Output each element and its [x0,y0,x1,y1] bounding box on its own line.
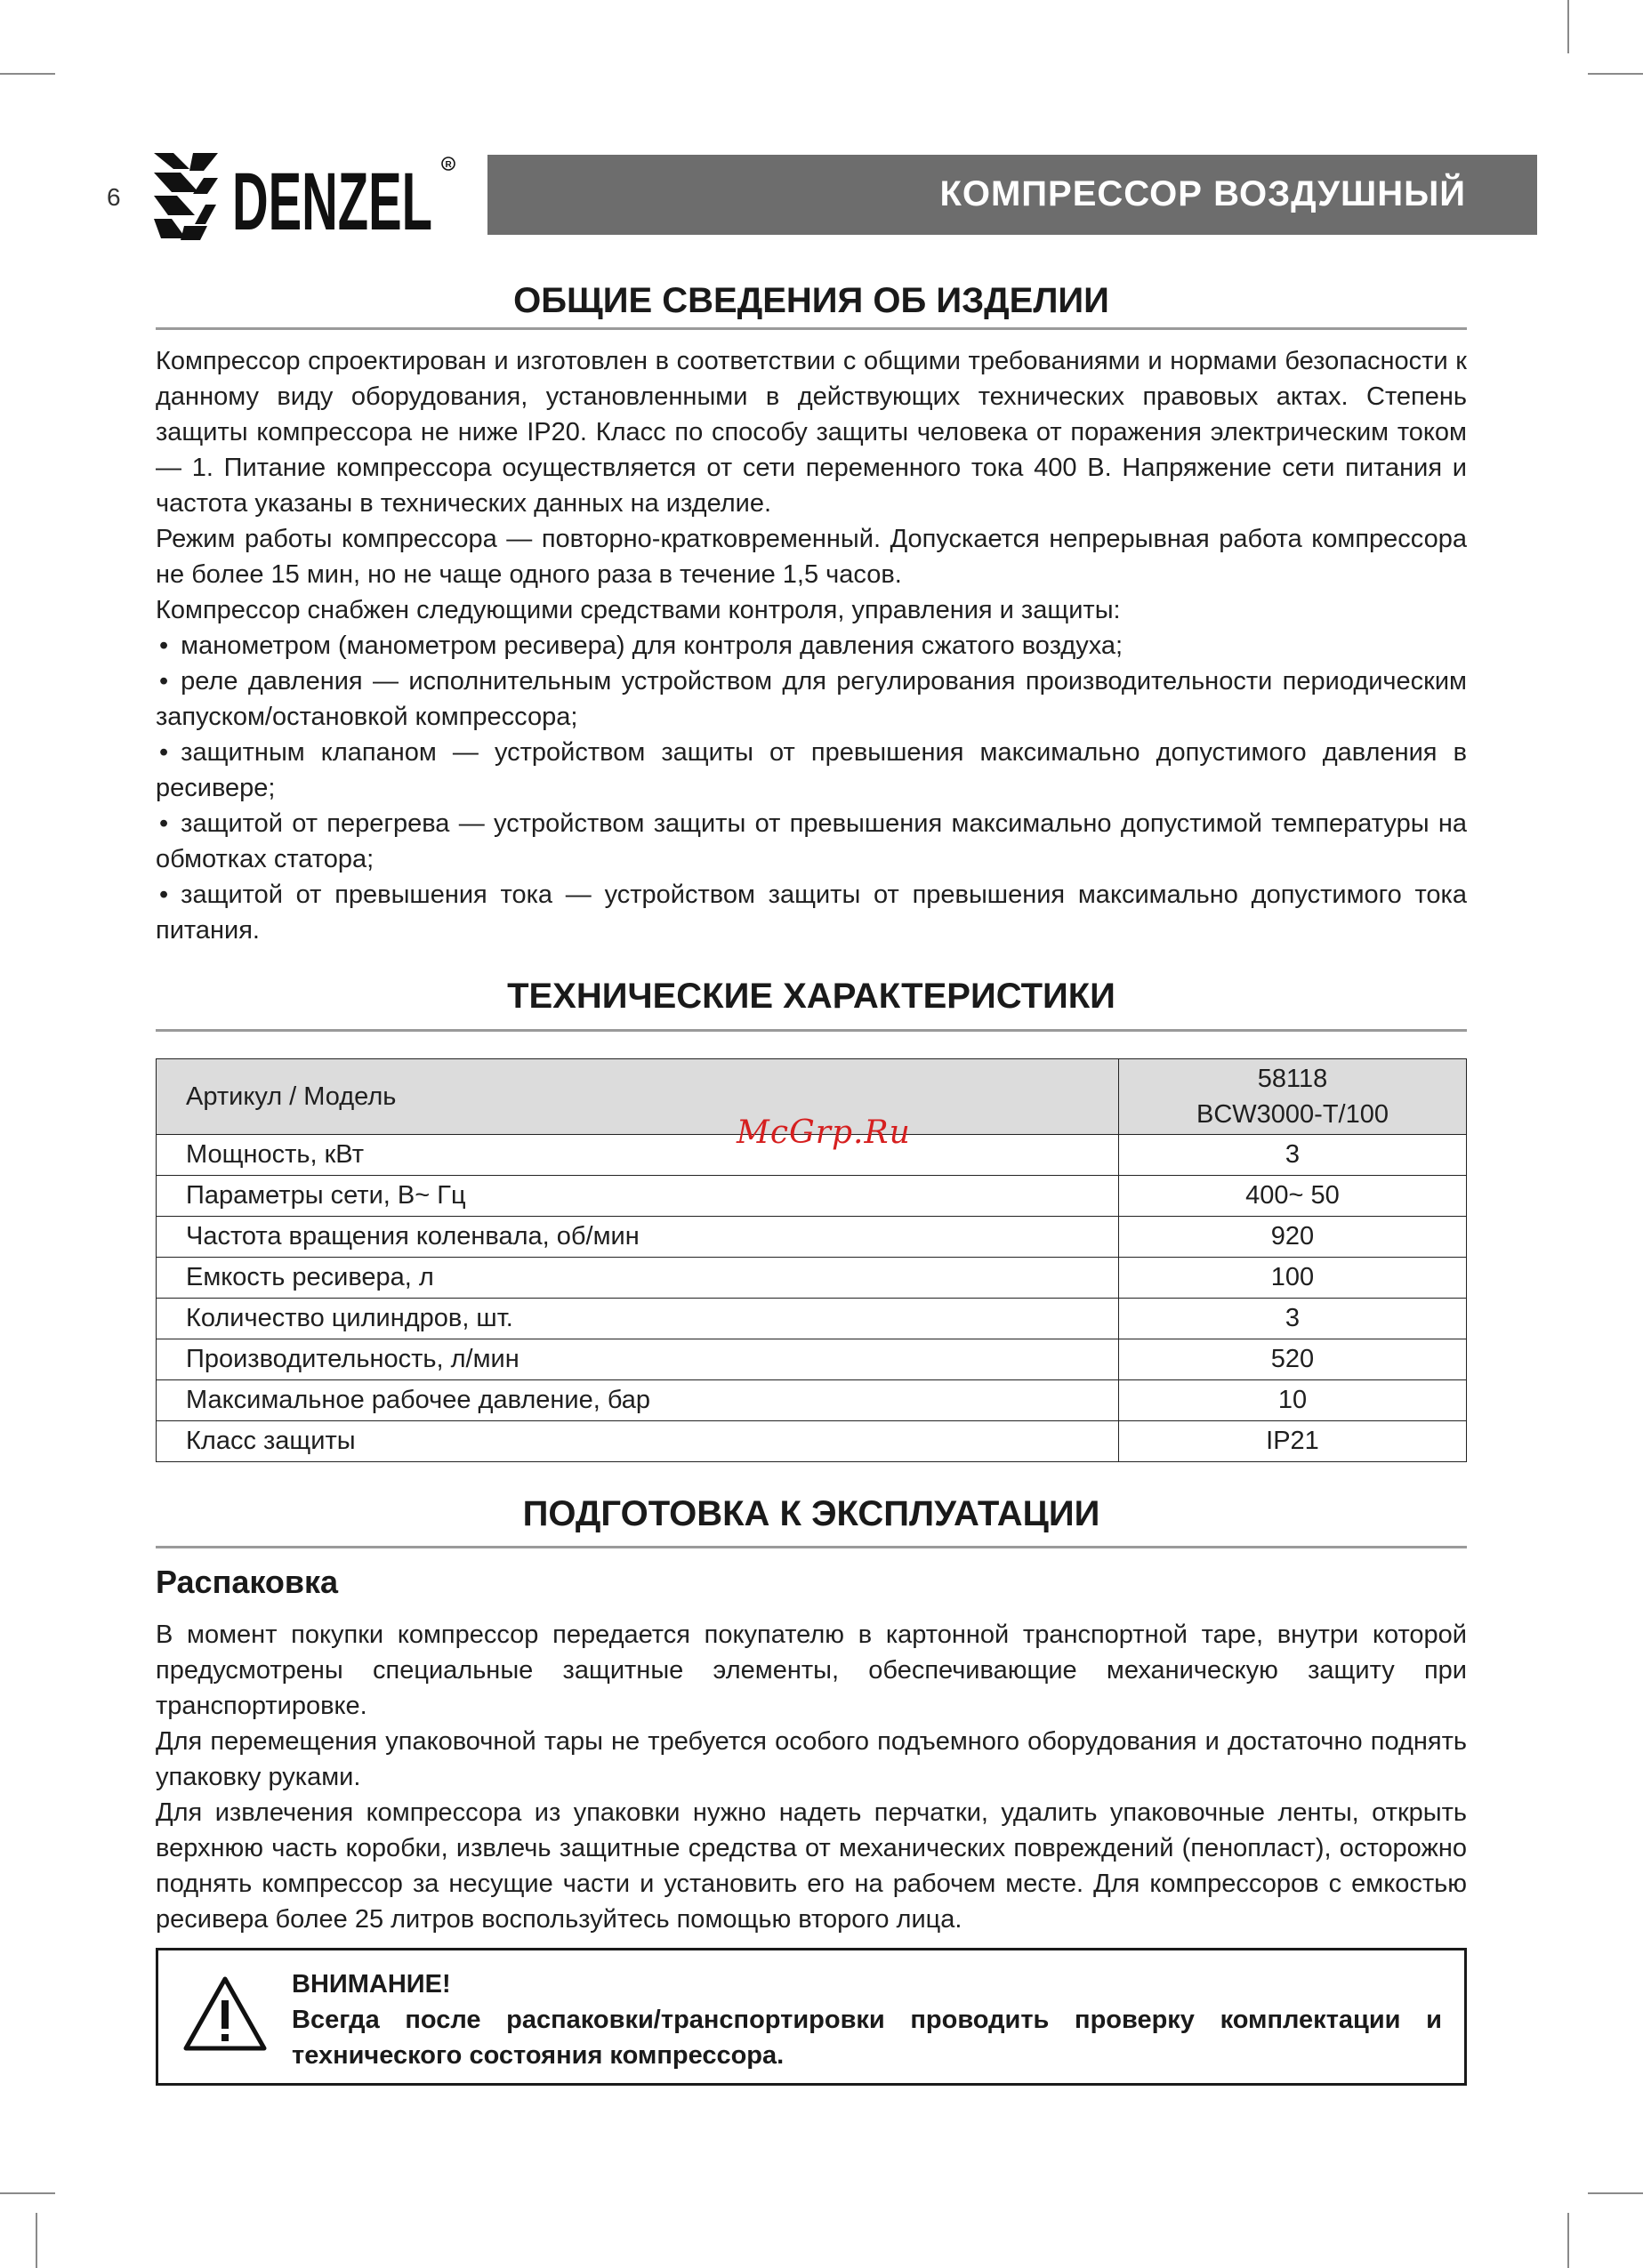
table-row [157,1421,1467,1462]
list-item-text: реле давления — исполнительным устройством для регулирования производительности периодическим запуском/остановкой компрессора; [156,667,1467,731]
crop-mark [1567,0,1569,53]
list-item-text: защитным клапаном — устройством защиты от превышения максимально допустимого давления в ресивере; [156,738,1467,802]
table-row [157,1217,1467,1258]
control-list [156,628,1467,948]
section-title-specs: ТЕХНИЧЕСКИЕ ХАРАКТЕРИСТИКИ [507,977,1115,1016]
table-row [157,1339,1467,1380]
section-title-general: ОБЩИЕ СВЕДЕНИЯ ОБ ИЗДЕЛИИ [513,281,1109,320]
bullet: • [159,667,169,696]
warning-body: Всегда после распаковки/транспортировки проводить проверку комплектации и технического состояния компрессора. [292,2006,1442,2070]
table-row [157,1258,1467,1299]
row-value: 520 [1119,1339,1467,1380]
list-item [156,628,1467,664]
svg-text:R: R [445,160,452,170]
header-title: КОМПРЕССОР ВОЗДУШНЫЙ [939,174,1466,213]
row-label: Количество цилиндров, шт. [157,1299,1119,1339]
row-value: 920 [1119,1217,1467,1258]
warning-title: ВНИМАНИЕ! [292,1970,451,1999]
bullet: • [159,631,169,660]
section-title-prep: ПОДГОТОВКА К ЭКСПЛУАТАЦИИ [522,1494,1100,1533]
article-number: 58118 [1257,1065,1328,1093]
row-label: Параметры сети, В~ Гц [157,1176,1119,1217]
row-value: 10 [1119,1380,1467,1421]
table-row [157,1299,1467,1339]
row-value: 3 [1119,1135,1467,1176]
list-item-text: защитой от превышения тока — устройством защиты от превышения максимально допустимого тока питания. [156,881,1467,945]
list-item [156,806,1467,877]
model-name: BCW3000-T/100 [1196,1100,1389,1129]
general-text [156,343,1467,948]
list-item [156,735,1467,806]
paragraph: Компрессор снабжен следующими средствами контроля, управления и защиты: [156,596,1121,624]
list-item-text: манометром (манометром ресивера) для контроля давления сжатого воздуха; [181,631,1124,660]
subsection-title-unpacking: Распаковка [156,1564,339,1600]
warning-text [292,1966,1442,2073]
header-label-cell: Артикул / Модель [157,1059,1119,1135]
row-label: Производительность, л/мин [157,1339,1119,1380]
crop-mark [1567,2213,1569,2268]
row-value: 400~ 50 [1119,1176,1467,1217]
section-rule [156,327,1467,330]
crop-mark [1588,73,1643,75]
list-item [156,877,1467,948]
table-row [157,1176,1467,1217]
row-value: 3 [1119,1299,1467,1339]
denzel-logo [154,153,461,242]
bullet: • [159,881,169,909]
section-rule [156,1546,1467,1548]
row-label: Частота вращения коленвала, об/мин [157,1217,1119,1258]
paragraph: Для перемещения упаковочной тары не требуется особого подъемного оборудования и достаточно поднять упаковку руками. [156,1727,1467,1791]
table-row [157,1380,1467,1421]
crop-mark [1588,2192,1643,2194]
row-label: Мощность, кВт [157,1135,1119,1176]
row-label: Класс защиты [157,1421,1119,1462]
row-label: Емкость ресивера, л [157,1258,1119,1299]
crop-mark [0,2192,55,2194]
header-model-cell [1119,1059,1467,1135]
row-value: IP21 [1119,1421,1467,1462]
row-label: Максимальное рабочее давление, бар [157,1380,1119,1421]
header-bar [487,155,1537,235]
row-value: 100 [1119,1258,1467,1299]
bullet: • [159,738,169,767]
paragraph: В момент покупки компрессор передается покупателю в картонной транспортной таре, внутри которой предусмотрены специальные защитные элементы, обеспечивающие механическую защиту при транспортировке. [156,1621,1467,1720]
crop-mark [0,73,55,75]
list-item [156,664,1467,735]
list-item-text: защитой от перегрева — устройством защиты от превышения максимально допустимой температуры на обмотках статора; [156,809,1467,873]
bullet: • [159,809,169,838]
svg-text:DENZEL: DENZEL [232,157,432,242]
paragraph: Режим работы компрессора — повторно-кратковременный. Допускается непрерывная работа компрессора не более 15 мин, но не чаще одного раза в течение 1,5 часов. [156,525,1467,589]
prep-text [156,1617,1467,1937]
paragraph: Компрессор спроектирован и изготовлен в соответствии с общими требованиями и нормами безопасности к данному виду оборудования, установленными в действующих технических правовых актах. Степень защиты компрессора не ниже IP20. Класс по способу защиты человека от поражения электрическим током — 1. Питание компрессора осуществляется от сети переменного тока 400 В. Напряжение сети питания и частота указаны в технических данных на изделие. [156,347,1467,518]
page-number: 6 [107,183,121,211]
warning-triangle-icon [182,1975,268,2052]
section-rule [156,1029,1467,1032]
crop-mark [36,2213,37,2268]
paragraph: Для извлечения компрессора из упаковки нужно надеть перчатки, удалить упаковочные ленты, открыть верхнюю часть коробки, извлечь защитные средства от механических повреждений (пенопласт), осторожно поднять компрессор за несущие части и установить его на рабочем месте. Для компрессоров с емкостью ресивера более 25 литров воспользуйтесь помощью второго лица. [156,1798,1467,1934]
warning-box [156,1948,1467,2086]
watermark: McGrp.Ru [737,1114,911,1151]
